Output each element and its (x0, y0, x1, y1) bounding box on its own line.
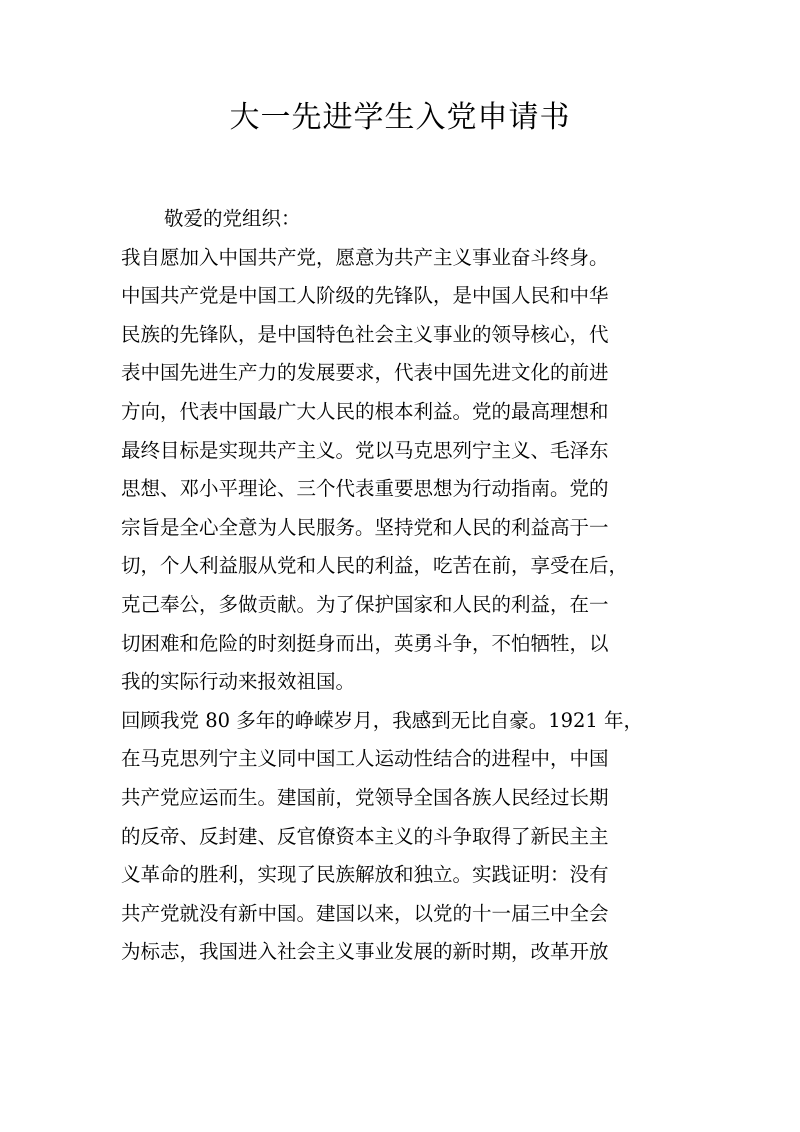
body-line: 我自愿加入中国共产党，愿意为共产主义事业奋斗终身。 (121, 245, 609, 269)
body-line: 义革命的胜利，实现了民族解放和独立。实践证明：没有 (121, 863, 609, 887)
body-line: 共产党应运而生。建国前，党领导全国各族人民经过长期 (121, 785, 609, 809)
body-line: 最终目标是实现共产主义。党以马克思列宁主义、毛泽东 (121, 438, 609, 462)
body-line: 民族的先锋队，是中国特色社会主义事业的领导核心，代 (121, 322, 609, 346)
body-line: 的反帝、反封建、反官僚资本主义的斗争取得了新民主主 (121, 824, 609, 848)
body-line: 回顾我党 80 多年的峥嵘岁月，我感到无比自豪。1921 年， (121, 708, 644, 732)
body-line: 切困难和危险的时刻挺身而出，英勇斗争，不怕牺牲，以 (121, 631, 609, 655)
body-line: 方向，代表中国最广大人民的根本利益。党的最高理想和 (121, 399, 609, 423)
body-line: 宗旨是全心全意为人民服务。坚持党和人民的利益高于一 (121, 515, 609, 539)
body-line: 共产党就没有新中国。建国以来，以党的十一届三中全会 (121, 901, 609, 925)
body-line: 我的实际行动来报效祖国。 (121, 670, 356, 694)
document-title: 大一先进学生入党申请书 (229, 100, 571, 135)
body-line: 切，个人利益服从党和人民的利益，吃苦在前，享受在后， (121, 554, 629, 578)
body-line: 为标志，我国进入社会主义事业发展的新时期，改革开放 (121, 940, 609, 964)
body-line: 思想、邓小平理论、三个代表重要思想为行动指南。党的 (121, 477, 609, 501)
body-line: 中国共产党是中国工人阶级的先锋队，是中国人民和中华 (121, 284, 609, 308)
document-body (121, 200, 666, 972)
body-line: 表中国先进生产力的发展要求，代表中国先进文化的前进 (121, 361, 609, 385)
greeting-line: 敬爱的党组织： (164, 207, 301, 230)
body-line: 克己奉公，多做贡献。为了保护国家和人民的利益，在一 (121, 592, 609, 616)
body-line: 在马克思列宁主义同中国工人运动性结合的进程中，中国 (121, 747, 609, 771)
